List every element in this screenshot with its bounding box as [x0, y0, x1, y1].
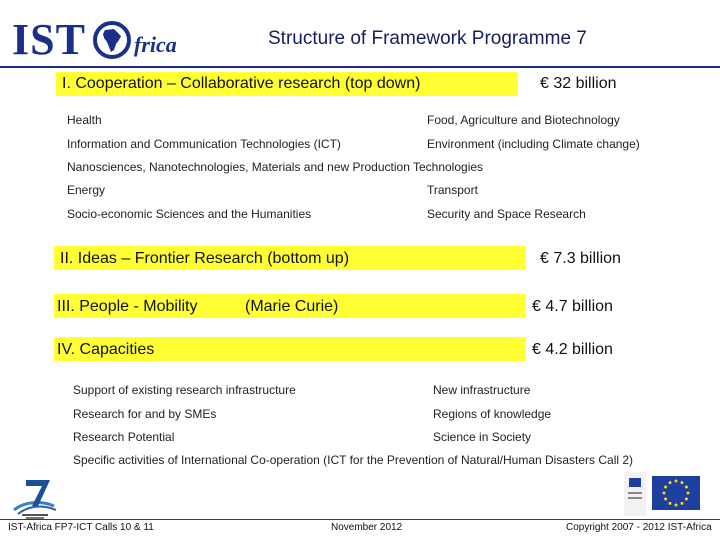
european-commission-logo-icon — [624, 472, 704, 516]
capacity-specific: Specific activities of International Co-operation (ICT for the Prevention of Natural/Human Disasters Call 2) — [73, 453, 634, 467]
footer-left: IST-Africa FP7-ICT Calls 10 & 11 — [8, 522, 154, 533]
theme-energy: Energy — [67, 183, 106, 197]
capacity-smes: Research for and by SMEs — [73, 407, 217, 421]
ideas-heading: II. Ideas – Frontier Research (bottom up) — [60, 250, 350, 267]
capacities-heading: IV. Capacities — [57, 341, 155, 358]
theme-environment: Environment (including Climate change) — [427, 137, 640, 151]
capacity-regions: Regions of knowledge — [433, 407, 552, 421]
people-heading: III. People - Mobility — [57, 298, 198, 315]
people-subheading: (Marie Curie) — [245, 298, 339, 315]
capacities-budget: € 4.2 billion — [532, 341, 613, 358]
footer-copyright: Copyright 2007 - 2012 IST-Africa — [566, 522, 712, 533]
ist-africa-logo — [12, 14, 192, 66]
ideas-budget: € 7.3 billion — [540, 250, 621, 267]
theme-security: Security and Space Research — [427, 207, 586, 221]
logo-ist-text: IST — [12, 15, 86, 64]
theme-transport: Transport — [427, 183, 478, 197]
people-budget: € 4.7 billion — [532, 298, 613, 315]
theme-socio: Socio-economic Sciences and the Humanities — [67, 207, 312, 221]
footer-date: November 2012 — [331, 522, 403, 533]
capacity-society: Science in Society — [433, 430, 532, 444]
slide-title: Structure of Framework Programme 7 — [268, 28, 587, 49]
cooperation-heading: I. Cooperation – Collaborative research (top down) — [62, 75, 421, 92]
capacity-potential: Research Potential — [73, 430, 175, 444]
theme-nano: Nanosciences, Nanotechnologies, Materials and new Production Technologies — [67, 160, 484, 174]
capacity-support: Support of existing research infrastructure — [73, 383, 296, 397]
theme-food: Food, Agriculture and Biotechnology — [427, 113, 620, 127]
theme-ict: Information and Communication Technologies (ICT) — [67, 137, 341, 151]
logo-africa-text: frica — [134, 32, 177, 57]
footer-divider — [0, 519, 720, 520]
header-divider — [0, 66, 720, 68]
capacity-new-infra: New infrastructure — [433, 383, 531, 397]
theme-health: Health — [67, 113, 102, 127]
fp7-logo-icon — [4, 476, 66, 520]
globe-icon — [92, 20, 132, 60]
cooperation-budget: € 32 billion — [540, 75, 617, 92]
